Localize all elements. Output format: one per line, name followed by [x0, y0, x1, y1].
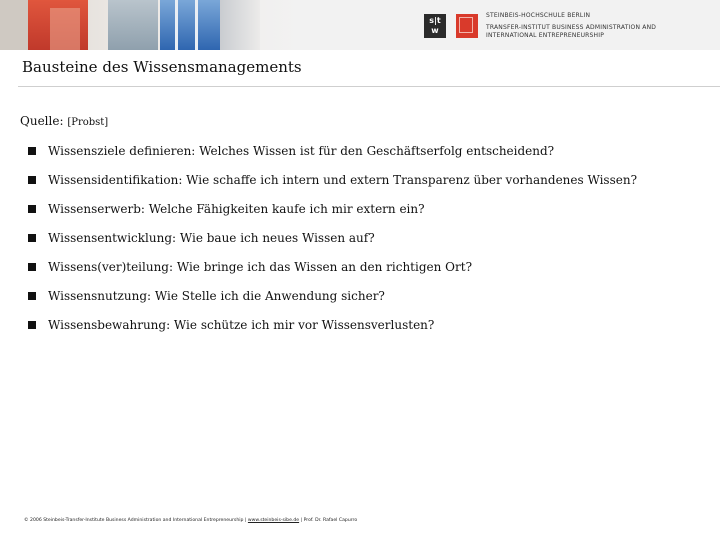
list-item: Wissensentwicklung: Wie baue ich neues Wissen auf? [28, 228, 708, 257]
source-line [20, 114, 108, 128]
institute-logo [418, 8, 718, 48]
stw-logo: s|t w [424, 14, 446, 38]
footer-website-link[interactable]: www.steinbeis-sibe.de [247, 518, 300, 523]
footer-author: | Prof. Dr. Rafael Capurro [300, 518, 358, 523]
bullet-square-icon [28, 292, 36, 300]
bullet-square-icon [28, 176, 36, 184]
bullet-square-icon [28, 205, 36, 213]
list-item: Wissenserwerb: Welche Fähigkeiten kaufe ich mir extern ein? [28, 199, 708, 228]
list-item: Wissensbewahrung: Wie schütze ich mir vor Wissensverlusten? [28, 315, 708, 344]
institute-name [486, 12, 716, 40]
source-reference: [Probst] [67, 117, 109, 128]
source-label: Quelle: [20, 114, 64, 128]
list-item: Wissensidentifikation: Wie schaffe ich intern und extern Transparenz über vorhandenes Wissen? [28, 170, 708, 199]
footer [24, 518, 357, 523]
slide-title: Bausteine des Wissensmanagements [22, 58, 302, 76]
list-item: Wissens(ver)teilung: Wie bringe ich das Wissen an den richtigen Ort? [28, 257, 708, 286]
list-item: Wissensziele definieren: Welches Wissen ist für den Geschäftserfolg entscheidend? [28, 141, 708, 170]
bullet-square-icon [28, 234, 36, 242]
bullet-square-icon [28, 263, 36, 271]
institute-line-1: TRANSFER-INSTITUT BUSINESS ADMINISTRATION AND [486, 24, 657, 31]
title-divider [18, 86, 720, 87]
bullet-list [28, 141, 708, 344]
bullet-square-icon [28, 321, 36, 329]
university-name: STEINBEIS-HOCHSCHULE BERLIN [486, 12, 591, 19]
footer-copyright: © 2006 Steinbeis-Transfer-Institute Business Administration and International Entrepreneurship | [24, 518, 247, 523]
header-bar [0, 0, 720, 50]
bullet-square-icon [28, 147, 36, 155]
header-banner-image [0, 0, 300, 50]
institute-line-2: INTERNATIONAL ENTREPRENEURSHIP [486, 32, 605, 39]
red-logo-square [456, 14, 478, 38]
list-item: Wissensnutzung: Wie Stelle ich die Anwendung sicher? [28, 286, 708, 315]
